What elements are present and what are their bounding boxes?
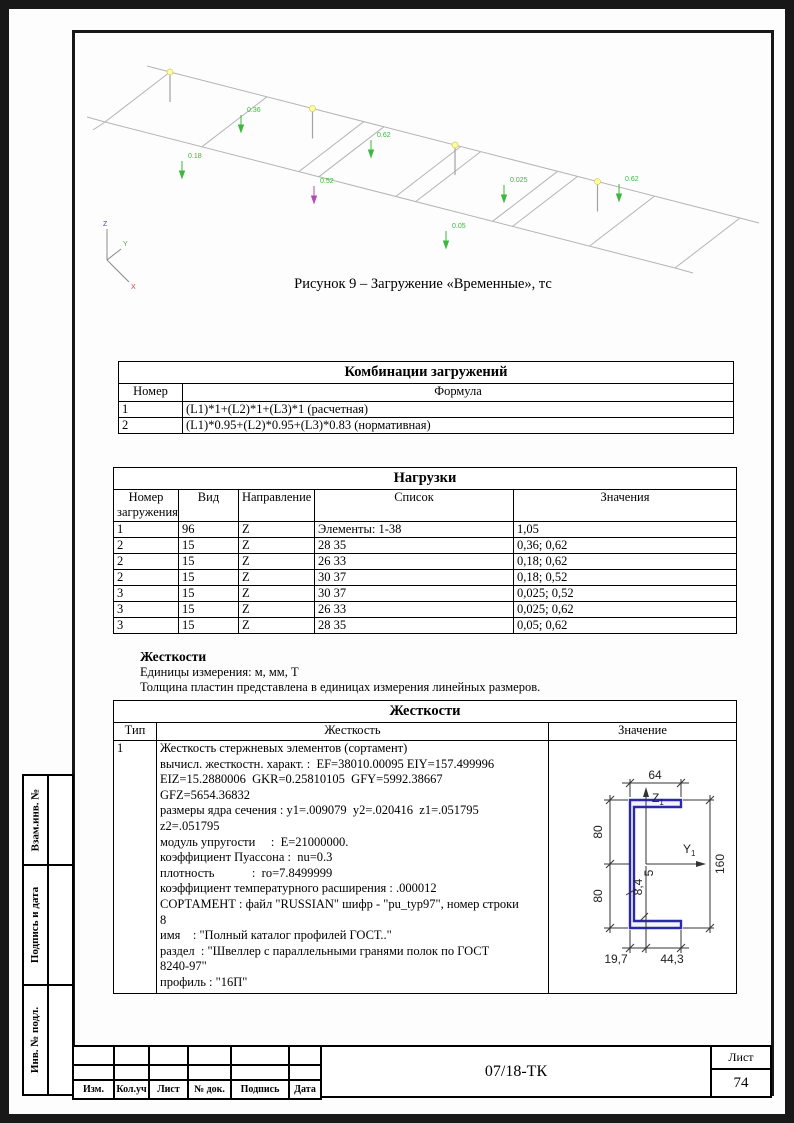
cell: 15 xyxy=(179,602,239,618)
table-row xyxy=(114,538,737,554)
sidebar-cell-empty xyxy=(47,864,74,986)
cell xyxy=(149,1065,188,1080)
cell-formula: (L1)*0.95+(L2)*0.95+(L3)*0.83 (нормативная) xyxy=(183,418,734,434)
cell: 3 xyxy=(114,586,179,602)
sidebar-cell-podpis xyxy=(22,864,49,986)
cell-stiffness-description xyxy=(157,741,549,994)
sheet-label: Лист xyxy=(710,1045,772,1070)
col-values: Значения xyxy=(514,490,737,522)
description-line: СОРТАМЕНТ : файл "RUSSIAN" шифр - "pu_typ97", номер строки xyxy=(160,896,519,911)
cell: 26 33 xyxy=(315,602,514,618)
description-line: вычисл. жесткостн. характ. : EF=38010.00095 EIY=157.499996 xyxy=(160,756,495,771)
label-dok: № док. xyxy=(188,1080,231,1099)
description-line: профиль : "16П" xyxy=(160,974,248,989)
col-type: Тип xyxy=(114,723,157,741)
description-line: размеры ядра сечения : y1=.009079 y2=.020416 z1=.051795 xyxy=(160,803,479,818)
cell: 28 35 xyxy=(315,538,514,554)
cell: 0,025; 0,62 xyxy=(514,602,737,618)
description-line: коэффициент температурного расширения : .000012 xyxy=(160,881,437,896)
svg-text:160: 160 xyxy=(713,853,727,875)
svg-text:19,7: 19,7 xyxy=(604,952,628,966)
svg-text:8,4: 8,4 xyxy=(631,878,645,896)
cell: 0,18; 0,52 xyxy=(514,570,737,586)
stiffness-table xyxy=(113,700,737,994)
svg-text:0.62: 0.62 xyxy=(377,132,391,139)
cell: 15 xyxy=(179,618,239,634)
description-line: 8240-97" xyxy=(160,959,207,974)
stiffness-table-title: Жесткости xyxy=(114,701,737,723)
svg-text:80: 80 xyxy=(591,889,605,903)
cell xyxy=(231,1065,289,1080)
description-line: плотность : ro=7.8499999 xyxy=(160,865,333,880)
sheet-number: 74 xyxy=(710,1068,772,1098)
table-row xyxy=(114,554,737,570)
cell xyxy=(188,1065,231,1080)
sidebar-cell-inv xyxy=(22,984,49,1096)
document-number: 07/18-ТК xyxy=(320,1045,712,1098)
table-row xyxy=(119,418,734,434)
model-posts xyxy=(170,72,598,212)
description-line: коэффициент Пуассона : nu=0.3 xyxy=(160,850,333,865)
sidebar-cell-empty xyxy=(47,984,74,1096)
cell: 1,05 xyxy=(514,522,737,538)
svg-text:5: 5 xyxy=(642,869,656,877)
col-direction: Направление xyxy=(239,490,315,522)
table-row xyxy=(114,570,737,586)
load-arrows xyxy=(180,115,622,248)
table-row xyxy=(114,522,737,538)
cell: 15 xyxy=(179,586,239,602)
cell xyxy=(114,1065,149,1080)
cell: 26 33 xyxy=(315,554,514,570)
axis-z-label: Z xyxy=(103,221,108,228)
model-wireframe xyxy=(87,66,759,273)
title-block-revision-grid xyxy=(72,1045,322,1100)
revision-row xyxy=(73,1046,321,1065)
cell: 15 xyxy=(179,554,239,570)
cell: Z xyxy=(239,602,315,618)
description-line: модуль упругости : E=21000000. xyxy=(160,834,349,849)
cell: 2 xyxy=(114,538,179,554)
cell: 2 xyxy=(114,570,179,586)
svg-text:Y1: $Y_1$ xyxy=(683,842,696,858)
description-line: Жесткость стержневых элементов (сортамент) xyxy=(160,741,408,755)
stiffness-heading: Жесткости xyxy=(140,649,207,664)
svg-text:Z1: $Z_1$ xyxy=(652,791,664,807)
cell xyxy=(188,1046,231,1065)
cell: 28 35 xyxy=(315,618,514,634)
table-title-row xyxy=(114,468,737,490)
description-line: 8 xyxy=(160,912,167,927)
col-stiffness: Жесткость xyxy=(157,723,549,741)
table-header-row xyxy=(114,723,737,741)
svg-text:0.025: 0.025 xyxy=(510,177,528,184)
cell xyxy=(289,1065,321,1080)
col-value: Значение xyxy=(549,723,737,741)
svg-text:64: 64 xyxy=(648,768,662,782)
cell: 0,025; 0,52 xyxy=(514,586,737,602)
revision-row xyxy=(73,1065,321,1080)
svg-text:0.05: 0.05 xyxy=(452,223,466,230)
col-kind: Вид xyxy=(179,490,239,522)
label-data: Дата xyxy=(289,1080,321,1099)
cell: 1 xyxy=(114,522,179,538)
table-header-row xyxy=(119,384,734,402)
table-row xyxy=(114,741,737,994)
cell: 30 37 xyxy=(315,586,514,602)
cell-section-drawing xyxy=(549,741,737,994)
table-header-row xyxy=(114,490,737,522)
cell: Элементы: 1-38 xyxy=(315,522,514,538)
description-line: имя : "Полный каталог профилей ГОСТ.." xyxy=(160,928,392,943)
cell: 0,18; 0,62 xyxy=(514,554,737,570)
combinations-table-title: Комбинации загружений xyxy=(119,362,734,384)
sidebar-label: Взам.инв. № xyxy=(29,788,42,852)
stiffness-intro xyxy=(140,649,540,696)
description-line: z2=.051795 xyxy=(160,818,220,833)
cell: Z xyxy=(239,554,315,570)
table-row xyxy=(114,602,737,618)
cell: Z xyxy=(239,538,315,554)
cell xyxy=(149,1046,188,1065)
cell-type: 1 xyxy=(114,741,157,994)
col-formula: Формула xyxy=(183,384,734,402)
revision-labels-row xyxy=(73,1080,321,1099)
channel-section-drawing xyxy=(552,745,738,977)
sidebar-label: Подпись и дата xyxy=(29,886,42,964)
table-row xyxy=(114,586,737,602)
cell: 30 37 xyxy=(315,570,514,586)
plates-line: Толщина пластин представлена в единицах измерения линейных размеров. xyxy=(140,680,541,694)
load-value-labels xyxy=(188,107,639,230)
cell: 2 xyxy=(114,554,179,570)
label-izm: Изм. xyxy=(73,1080,114,1099)
units-line: Единицы измерения: м, мм, Т xyxy=(140,664,299,679)
table-row xyxy=(114,618,737,634)
cell xyxy=(289,1046,321,1065)
sidebar-cell-vzam xyxy=(22,774,49,866)
svg-text:0.18: 0.18 xyxy=(188,153,202,160)
svg-text:0.52: 0.52 xyxy=(320,178,334,185)
figure-caption: Рисунок 9 – Загружение «Временные», тс xyxy=(294,276,552,292)
col-number: Номер xyxy=(119,384,183,402)
description-line: GFZ=5654.36832 xyxy=(160,787,251,802)
axis-y-label: Y xyxy=(123,241,128,248)
cell: 96 xyxy=(179,522,239,538)
cell-formula: (L1)*1+(L2)*1+(L3)*1 (расчетная) xyxy=(183,402,734,418)
axis-x-label: X xyxy=(131,284,136,291)
table-row xyxy=(119,402,734,418)
cell xyxy=(73,1046,114,1065)
cell: Z xyxy=(239,570,315,586)
cell: 0,36; 0,62 xyxy=(514,538,737,554)
cell: Z xyxy=(239,522,315,538)
cell: 3 xyxy=(114,618,179,634)
sidebar-label: Инв. № подл. xyxy=(29,1006,42,1074)
loads-table-title: Нагрузки xyxy=(114,468,737,490)
cell: 0,05; 0,62 xyxy=(514,618,737,634)
cell: 3 xyxy=(114,602,179,618)
svg-text:44,3: 44,3 xyxy=(660,952,684,966)
cell: Z xyxy=(239,618,315,634)
label-koluch: Кол.уч xyxy=(114,1080,149,1099)
table-title-row xyxy=(119,362,734,384)
label-podpis: Подпись xyxy=(231,1080,289,1099)
sidebar-cell-empty xyxy=(47,774,74,866)
cell: 15 xyxy=(179,538,239,554)
dimension-texts xyxy=(591,768,727,966)
label-list: Лист xyxy=(149,1080,188,1099)
col-list: Список xyxy=(315,490,514,522)
cell xyxy=(231,1046,289,1065)
svg-text:80: 80 xyxy=(591,825,605,839)
description-line: раздел : "Швеллер с параллельными гранями полок по ГОСТ xyxy=(160,943,490,958)
cell xyxy=(73,1065,114,1080)
cell: Z xyxy=(239,586,315,602)
col-load-number: Номер загружения xyxy=(114,490,179,522)
svg-text:0.36: 0.36 xyxy=(247,107,261,114)
cell: 15 xyxy=(179,570,239,586)
table-title-row xyxy=(114,701,737,723)
description-line: EIZ=15.2880006 GKR=0.25810105 GFY=5992.38667 xyxy=(160,772,443,787)
combinations-table xyxy=(118,361,734,434)
cell-number: 1 xyxy=(119,402,183,418)
loads-table xyxy=(113,467,737,634)
svg-text:0.62: 0.62 xyxy=(625,176,639,183)
cell-number: 2 xyxy=(119,418,183,434)
cell xyxy=(114,1046,149,1065)
